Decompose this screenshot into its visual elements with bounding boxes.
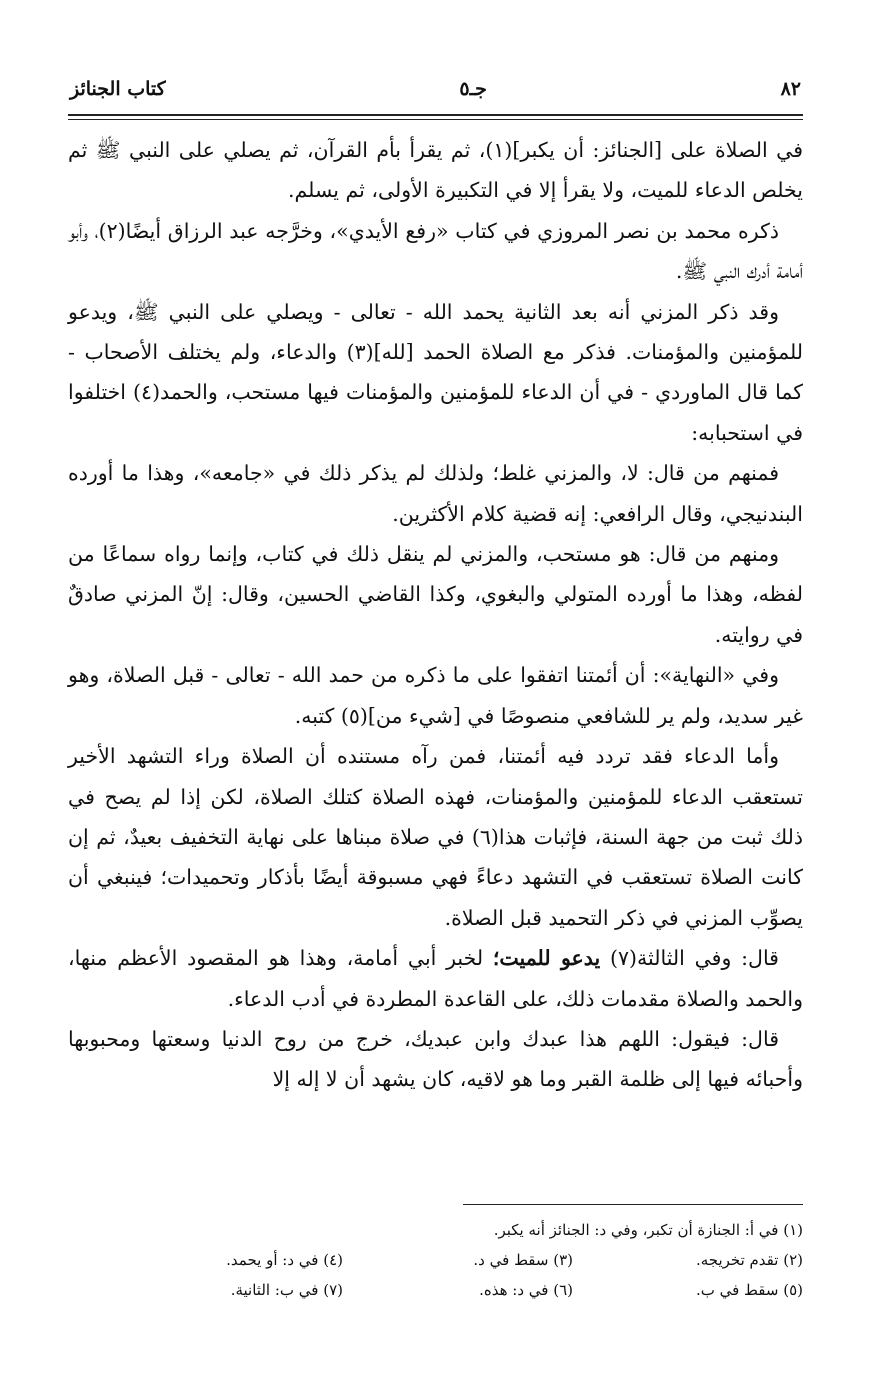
footnote-2: (٢) تقدم تخريجه. [695, 1251, 803, 1269]
paragraph-4: فمنهم من قال: لا، والمزني غلط؛ ولذلك لم يذكر ذلك في «جامعه»، وهذا ما أورده البندنيجي، وقال الرافعي: إنه قضية كلام الأكثرين. [68, 461, 803, 526]
paragraph-7: وأما الدعاء فقد تردد فيه أئمتنا، فمن رآه مستنده أن الصلاة وراء التشهد الأخير تستعقب الدعاء للمؤمنين والمؤمنات، فهذه الصلاة كتلك الصلاة، لكن إذا لم يصح في ذلك ثبت من جهة السنة، فإثبات هذا(٦) في صلاة مبناها على نهاية التخفيف بعيدٌ، ثم إن كانت الصلاة تستعقب في التشهد دعاءً فهي مسبوقة أيضًا بأذكار وتحميدات؛ فينبغي أن يصوِّب المزني في ذكر التحميد قبل الصلاة. [68, 744, 803, 930]
book-title: كتاب الجنائز [70, 78, 166, 100]
paragraph-8-end: لخبر أبي أمامة، وهذا هو المقصود الأعظم منها، والحمد والصلاة مقدمات ذلك، على القاعدة المطردة في أدب الدعاء. [68, 946, 803, 1011]
footnote-3: (٣) سقط في د. [473, 1251, 573, 1269]
footnote-1: (١) في أ: الجنازة أن تكبر، وفي د: الجنائز أنه يكبر. [493, 1221, 803, 1239]
footnote-6: (٦) في د: هذه. [479, 1281, 573, 1299]
footnotes [68, 1215, 803, 1305]
paragraph-3: وقد ذكر المزني أنه بعد الثانية يحمد الله - تعالى - ويصلي على النبي ﷺ، ويدعو للمؤمنين والمؤمنات. فذكر مع الصلاة الحمد [لله](٣) والدعاء، ولم يختلف الأصحاب - كما قال الماوردي - في أن الدعاء للمؤمنين والمؤمنات فيها مستحب، والحمد(٤) اختلفوا في استحبابه: [68, 299, 803, 445]
main-text [68, 130, 803, 1100]
header-rule [68, 114, 803, 116]
paragraph-6: وفي «النهاية»: أن أئمتنا اتفقوا على ما ذكره من حمد الله - تعالى - قبل الصلاة، وهو غير سديد، ولم ير للشافعي منصوصًا في [شيء من](٥) كتبه. [68, 663, 803, 728]
volume-label: جـ٥ [459, 78, 487, 100]
header-rule-thin [68, 119, 803, 120]
footnote-7: (٧) في ب: الثانية. [230, 1281, 343, 1299]
paragraph-8-bold: يدعو للميت؛ [492, 946, 601, 971]
paragraph-9: قال: فيقول: اللهم هذا عبدك وابن عبديك، خرج من روح الدنيا وسعتها ومحبوبها وأحبائه فيها إلى ظلمة القبر وما هو لاقيه، كان يشهد أن لا إله إلا [68, 1026, 803, 1092]
paragraph-8-start: قال: وفي الثالثة(٧) [600, 946, 779, 971]
paragraph-1: في الصلاة على [الجنائز: أن يكبر](١)، ثم يقرأ بأم القرآن، ثم يصلي على النبي ﷺ ثم يخلص الدعاء للميت، ولا يقرأ إلا في التكبيرة الأولى، ثم يسلم. [68, 138, 804, 203]
footnote-rule [463, 1204, 803, 1205]
footnote-5: (٥) سقط في ب. [695, 1281, 803, 1299]
paragraph-5: ومنهم من قال: هو مستحب، والمزني لم ينقل ذلك في كتاب، وإنما رواه سماعًا من لفظه، وهذا ما أورده المتولي والبغوي، وكذا القاضي الحسين، وقال: إنّ المزني صادقٌ في روايته. [68, 542, 803, 647]
page-number: ٨٢ [780, 78, 801, 100]
running-header [68, 78, 803, 112]
book-page [68, 78, 804, 1299]
paragraph-8 [68, 938, 803, 1019]
paragraph-2: ذكره محمد بن نصر المروزي في كتاب «رفع الأيدي»، وخرَّجه عبد الرزاق أيضًا(٢)، وأبو أمامة أدرك النبي ﷺ. [68, 218, 803, 284]
footnote-4: (٤) في د: أو يحمد. [226, 1251, 343, 1269]
